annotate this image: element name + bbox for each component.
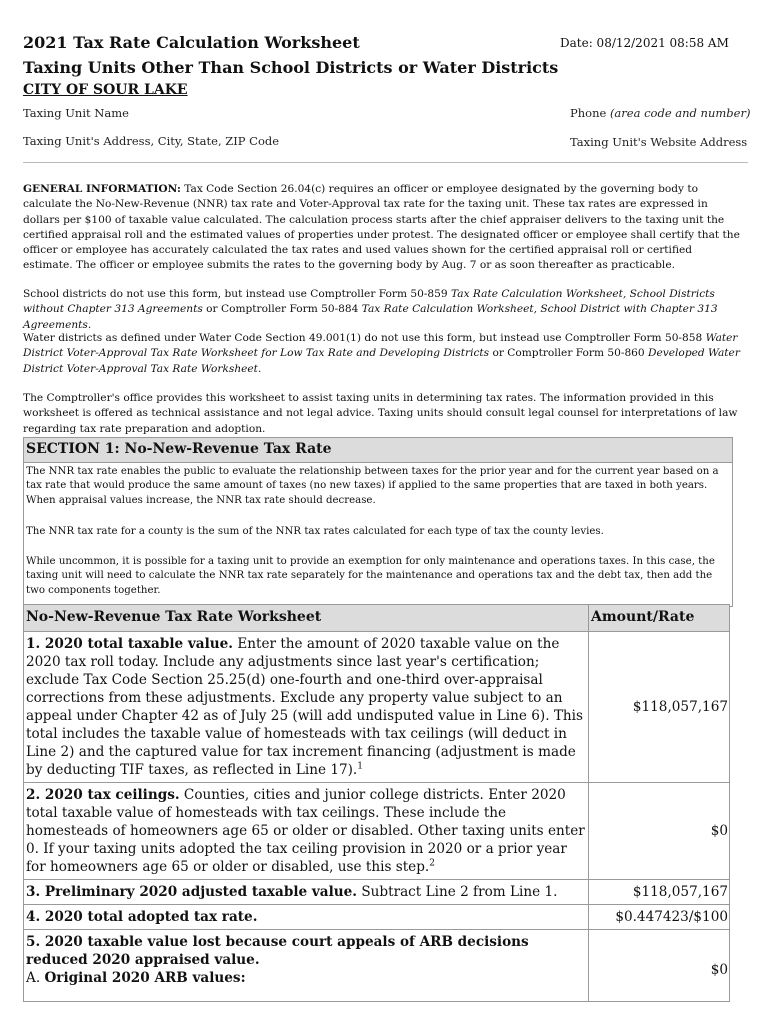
table-row [24, 632, 730, 783]
line-4-amount: $0.447423/$100 [589, 905, 730, 930]
general-heading: GENERAL INFORMATION: [23, 183, 181, 195]
line-1-description: 1. 2020 total taxable value. Enter the amount of 2020 taxable value on the 2020 tax roll today. Include any adjustments since last year's certification; exclude Tax Code Section 25.25(d) one-fourth and one-third over-appraisal corrections from these adjustments. Exclude any property value subject to an appeal under Chapter 42 as of July 25 (will add undisputed value in Line 6). This total includes the taxable value of homesteads with tax ceilings (will deduct in Line 2) and the captured value for tax increment financing (adjustment is made by deducting TIF taxes, as reflected in Line 17).$^1$ [24, 632, 589, 783]
col-header-amount: Amount/Rate [589, 605, 730, 632]
line-4-description: 4. 2020 total adopted tax rate. [24, 905, 589, 930]
section-1-p1: The NNR tax rate enables the public to evaluate the relationship between taxes for the prior year and for the current year based on a tax rate that would produce the same amount of taxes (no new taxes) if applied to the same properties that are taxed in both years. When appraisal values increase, the NNR tax rate should decrease. [26, 466, 719, 506]
phone-label: Phone (area code and number) [570, 106, 751, 120]
nnr-worksheet-table [23, 604, 730, 1002]
form-date: Date: 08/12/2021 08:58 AM [560, 36, 729, 50]
header-divider [23, 162, 748, 163]
section-1-p2: The NNR tax rate for a county is the sum of the NNR tax rates calculated for each type of tax the county levies. [26, 526, 604, 537]
line-2-description: 2. 2020 tax ceilings. Counties, cities and junior college districts. Enter 2020 total taxable value of homesteads with tax ceilings. These include the homesteads of homeowners age 65 or older or disabled. Other taxing units enter 0. If your taxing units adopted the tax ceiling provision in 2020 or a prior year for homeowners age 65 or older or disabled, use this step.$^2$ [24, 783, 589, 880]
table-row [24, 930, 730, 1002]
phone-hint: (area code and number) [609, 106, 751, 120]
table-header [24, 605, 730, 632]
line-3-amount: $118,057,167 [589, 880, 730, 905]
taxing-unit-name-label: Taxing Unit Name [23, 106, 129, 120]
form-title: 2021 Tax Rate Calculation Worksheet [23, 33, 360, 52]
website-label: Taxing Unit's Website Address [570, 135, 748, 149]
general-information: GENERAL INFORMATION: Tax Code Section 26.04(c) requires an officer or employee designated by the governing body to calculate the No-New-Revenue (NNR) tax rate and Voter-Approval tax rate for the taxing unit. These tax rates are expressed in dollars per $100 of taxable value calculated. The calculation process starts after the chief appraiser delivers to the taxing unit the certified appraisal roll and the estimated values of properties under protest. The designated officer or employee shall certify that the officer or employee has accurately calculated the tax rates and used values shown for the certified appraisal roll or certified estimate. The officer or employee submits the rates to the governing body by Aug. 7 or as soon thereafter as practicable. [23, 183, 740, 272]
line-1-amount: $118,057,167 [589, 632, 730, 783]
comptroller-note: The Comptroller's office provides this worksheet to assist taxing units in determining tax rates. The information provided in this worksheet is offered as technical assistance and not legal advice. Taxing units should consult legal counsel for interpretations of law regarding tax rate preparation and adoption. [23, 392, 738, 435]
line-5a-amount: $0 [589, 930, 730, 1002]
line-5-description: 5. 2020 taxable value lost because court appeals of ARB decisions reduced 2020 appraised value. A. Original 2020 ARB values: [24, 930, 589, 1002]
address-label: Taxing Unit's Address, City, State, ZIP Code [23, 134, 280, 148]
section-1-intro [23, 462, 733, 607]
table-row [24, 880, 730, 905]
line-3-description: 3. Preliminary 2020 adjusted taxable value. Subtract Line 2 from Line 1. [24, 880, 589, 905]
table-row [24, 905, 730, 930]
table-row [24, 783, 730, 880]
line-2-amount: $0 [589, 783, 730, 880]
col-header-description: No-New-Revenue Tax Rate Worksheet [24, 605, 589, 632]
section-1-title: SECTION 1: No-New-Revenue Tax Rate [23, 437, 733, 463]
water-district-note: Water districts as defined under Water Code Section 49.001(1) do not use this form, but instead use Comptroller Form 50-858 Water District Voter-Approval Tax Rate Worksheet for Low Tax Rate and Developing Districts or Comptroller Form 50-860 Developed Water District Voter-Approval Tax Rate Worksheet. [23, 332, 740, 375]
section-1-p3: While uncommon, it is possible for a taxing unit to provide an exemption for only maintenance and operations taxes. In this case, the taxing unit will need to calculate the NNR tax rate separately for the maintenance and operations tax and the debt tax, then add the two components together. [26, 556, 715, 596]
form-subtitle: Taxing Units Other Than School Districts or Water Districts [23, 58, 559, 77]
school-district-note: School districts do not use this form, but instead use Comptroller Form 50-859 Tax Rate Calculation Worksheet, School Districts without Chapter 313 Agreements or Comptroller Form 50-884 Tax Rate Calculation Worksheet, School District with Chapter 313 Agreements. [23, 288, 718, 331]
taxing-unit-name: CITY OF SOUR LAKE [23, 82, 188, 98]
